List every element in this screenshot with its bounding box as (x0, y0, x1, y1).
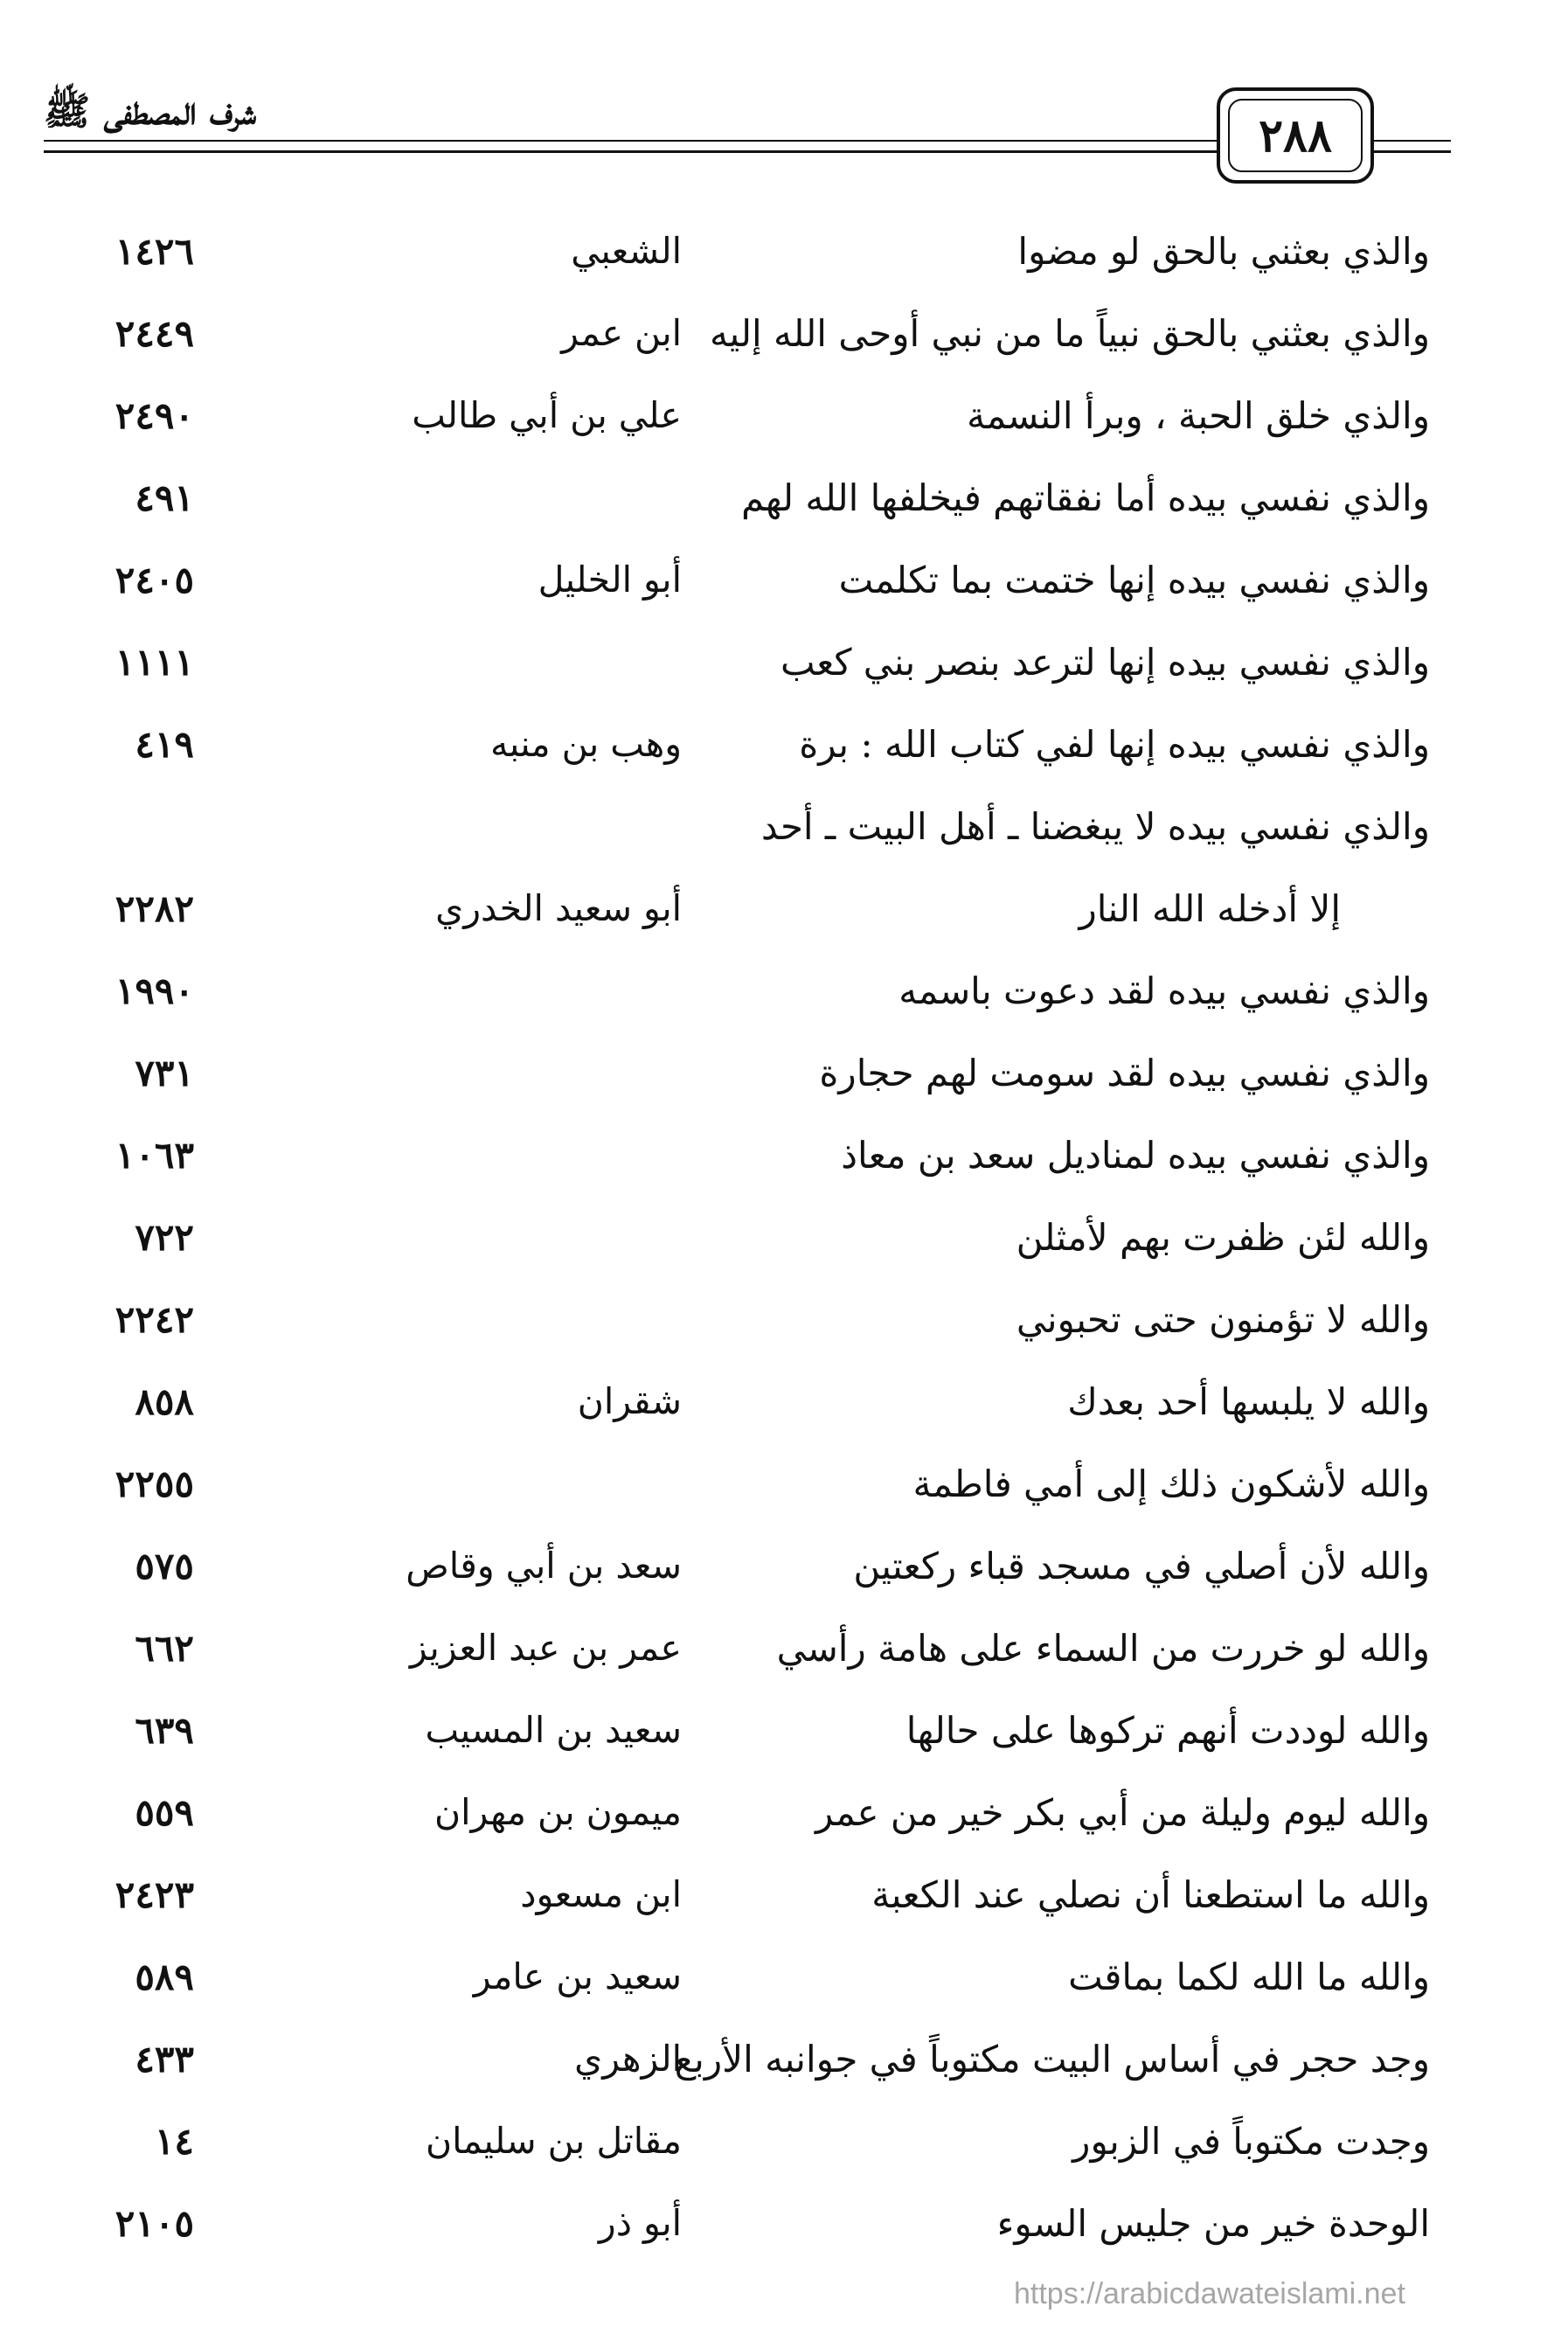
entry-narrator (350, 785, 682, 867)
entry-number: ٤٩١ (135, 476, 194, 519)
entry-number: ٤١٩ (135, 722, 194, 766)
entry-number: ٧٣١ (135, 1051, 194, 1094)
entry-narrator: علي بن أبي طالب (412, 394, 682, 436)
entry-text: والله ما الله لكما بماقت (1068, 1955, 1430, 1998)
page-number-frame (1217, 87, 1374, 184)
entry-text: والله لأن أصلي في مسجد قباء ركعتين (853, 1544, 1430, 1587)
entry-text: والله لا تؤمنون حتى تحبوني (1016, 1297, 1430, 1341)
entry-text: والله لو خررت من السماء على هامة رأسي (776, 1626, 1430, 1670)
index-entries (0, 210, 1568, 2264)
entry-narrator: مقاتل بن سليمان (426, 2120, 682, 2162)
index-entry (0, 2100, 1568, 2182)
index-entry (0, 785, 1568, 867)
index-entry (0, 210, 1568, 292)
entry-number: ٢٤٠٥ (114, 558, 194, 601)
entry-number (80, 785, 194, 867)
index-entry (0, 1525, 1568, 1607)
header-rule-right-bottom (1374, 150, 1451, 153)
entry-number: ٢٢٤٢ (114, 1297, 194, 1341)
entry-narrator (350, 949, 682, 1032)
entry-text: الوحدة خير من جليس السوء (996, 2201, 1430, 2245)
entry-number: ٦٦٢ (135, 1626, 194, 1670)
entry-number: ٢٤٩٠ (114, 393, 194, 437)
entry-text: والذي نفسي بيده إنها لترعد بنصر بني كعب (780, 640, 1430, 684)
entry-text: وجدت مكتوباً في الزبور (1072, 2119, 1430, 2163)
book-title: شرف المصطفى ﷺ (44, 89, 257, 134)
entry-narrator (350, 1278, 682, 1360)
entry-number: ٢٢٥٥ (114, 1462, 194, 1505)
watermark-url: https://arabicdawateislami.net (1014, 2277, 1405, 2310)
entry-number: ١٠٦٣ (114, 1133, 194, 1177)
entry-text: والذي نفسي بيده أما نفقاتهم فيخلفها الله لهم (740, 476, 1430, 519)
index-entry (0, 1278, 1568, 1360)
entry-narrator (350, 1196, 682, 1278)
index-entry (0, 538, 1568, 621)
entry-number: ٢٤٤٩ (114, 311, 194, 355)
entry-number: ١٤ (154, 2119, 194, 2163)
entry-narrator: ميمون بن مهران (434, 1791, 682, 1833)
entry-text: والذي خلق الحبة ، وبرأ النسمة (967, 393, 1430, 437)
index-entry (0, 374, 1568, 456)
entry-narrator (350, 1032, 682, 1114)
entry-text: والذي نفسي بيده لقد دعوت باسمه (898, 969, 1430, 1012)
entry-text: والله ما استطعنا أن نصلي عند الكعبة (871, 1872, 1430, 1916)
entry-number: ١٤٢٦ (114, 229, 194, 273)
index-entry (0, 1607, 1568, 1689)
entry-text: والذي نفسي بيده لقد سومت لهم حجارة (819, 1051, 1430, 1094)
index-entry (0, 2182, 1568, 2264)
entry-number: ٢٢٨٢ (114, 886, 194, 930)
header-rule-top (44, 140, 1217, 142)
index-entry (0, 1114, 1568, 1196)
entry-number: ٥٥٩ (135, 1790, 194, 1834)
header-rule-right-top (1374, 140, 1451, 142)
entry-narrator: ابن مسعود (520, 1873, 682, 1915)
entry-number: ٢٤٢٣ (114, 1872, 194, 1916)
entry-number: ١١١١ (114, 640, 194, 684)
index-entry (0, 1360, 1568, 1442)
entry-narrator: ابن عمر (561, 312, 682, 354)
entry-narrator: شقران (577, 1380, 682, 1422)
entry-narrator: سعيد بن عامر (473, 1955, 682, 1997)
entry-text: وجد حجر في أساس البيت مكتوباً في جوانبه الأربع (674, 2037, 1430, 2081)
header-rule-bottom (44, 150, 1217, 153)
index-entry (0, 1771, 1568, 1853)
index-entry (0, 1935, 1568, 2018)
entry-text: والله لئن ظفرت بهم لأمثلن (1016, 1215, 1430, 1259)
entry-number: ٢١٠٥ (114, 2201, 194, 2245)
entry-narrator: وهب بن منبه (489, 723, 682, 765)
entry-narrator: سعد بن أبي وقاص (406, 1545, 682, 1587)
entry-text: والله لا يلبسها أحد بعدك (1067, 1379, 1430, 1423)
entry-number: ٨٥٨ (135, 1379, 194, 1423)
entry-text: والذي نفسي بيده إنها لفي كتاب الله : برة (799, 722, 1430, 766)
index-entry (0, 1853, 1568, 1935)
index-entry (0, 1196, 1568, 1278)
entry-number: ٥٨٩ (135, 1955, 194, 1998)
entry-narrator (350, 1442, 682, 1525)
index-entry (0, 1442, 1568, 1525)
entry-number: ٦٣٩ (135, 1708, 194, 1752)
entry-text: والذي نفسي بيده إنها ختمت بما تكلمت (838, 558, 1430, 601)
page-number: ٢٨٨ (1228, 99, 1363, 172)
entry-text: والذي بعثني بالحق نبياً ما من نبي أوحى الله إليه (710, 311, 1430, 355)
index-entry (0, 621, 1568, 703)
entry-number: ٥٧٥ (135, 1544, 194, 1587)
index-entry (0, 1032, 1568, 1114)
entry-number: ٧٢٢ (135, 1215, 194, 1259)
entry-text: والله لوددت أنهم تركوها على حالها (905, 1708, 1430, 1752)
entry-number: ٤٣٣ (135, 2037, 194, 2081)
entry-narrator: عمر بن عبد العزيز (409, 1627, 682, 1669)
entry-number: ١٩٩٠ (114, 969, 194, 1012)
entry-narrator: الشعبي (571, 230, 682, 272)
entry-narrator: أبو الخليل (538, 559, 682, 601)
entry-narrator (350, 621, 682, 703)
entry-narrator: الزهري (574, 2038, 682, 2080)
entry-narrator: أبو سعيد الخدري (435, 887, 682, 929)
index-entry (0, 867, 1568, 949)
entry-text: والذي بعثني بالحق لو مضوا (1017, 229, 1430, 273)
index-entry (0, 456, 1568, 538)
entry-text: والله لأشكون ذلك إلى أمي فاطمة (912, 1462, 1430, 1505)
entry-text: إلا أدخله الله النار (1079, 886, 1341, 930)
index-entry (0, 1689, 1568, 1771)
entry-narrator: سعيد بن المسيب (425, 1709, 682, 1751)
index-entry (0, 703, 1568, 785)
entry-text: والله ليوم وليلة من أبي بكر خير من عمر (815, 1790, 1430, 1834)
index-entry (0, 2018, 1568, 2100)
entry-text: والذي نفسي بيده لمناديل سعد بن معاذ (841, 1133, 1430, 1177)
index-entry (0, 292, 1568, 374)
entry-narrator (350, 456, 682, 538)
entry-narrator: أبو ذر (598, 2202, 682, 2244)
entry-narrator (350, 1114, 682, 1196)
index-entry (0, 949, 1568, 1032)
entry-text: والذي نفسي بيده لا يبغضنا ـ أهل البيت ـ أحد (760, 804, 1430, 848)
